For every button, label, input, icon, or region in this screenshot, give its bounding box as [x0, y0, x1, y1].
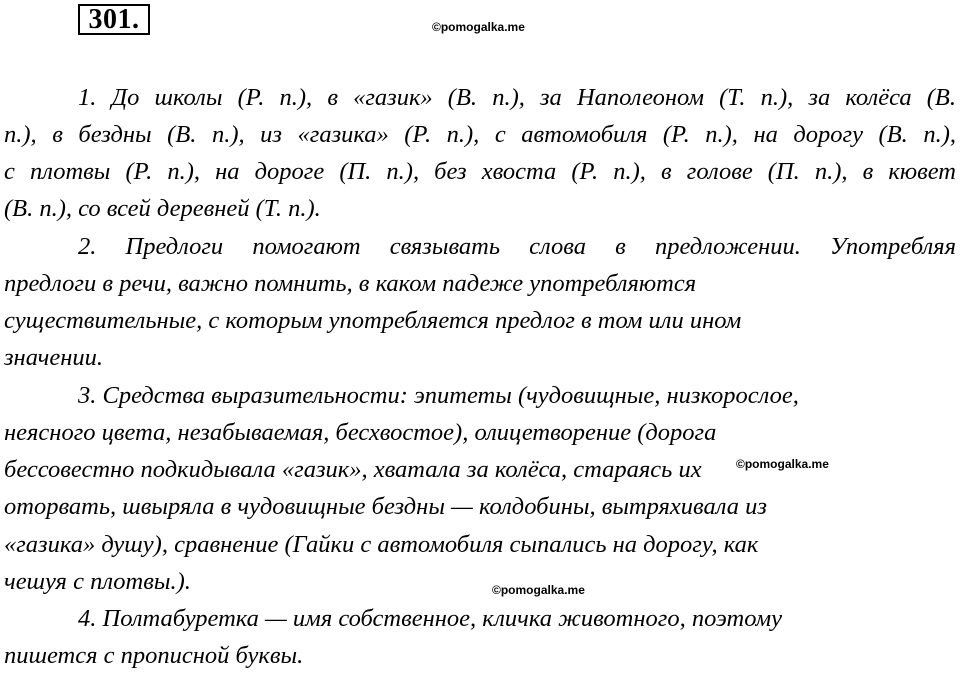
answer-2-line: 2. Предлоги помогают связывать слова в предложении. Употребляя	[78, 233, 956, 260]
answer-4-line: 4. Полтабуретка — имя собственное, кличка животного, поэтому	[78, 605, 783, 632]
answer-2-line: значении.	[4, 344, 103, 371]
answer-1-line: 1. До школы (Р. п.), в «газик» (В. п.), за Наполеоном (Т. п.), за колёса (В.	[78, 84, 956, 111]
watermark: ©pomogalka.me	[492, 583, 585, 597]
watermark: ©pomogalka.me	[432, 20, 525, 34]
answer-3-line: оторвать, швыряла в чудовищные бездны — колдобины, вытряхивала из	[4, 493, 767, 520]
answer-2-line: существительные, с которым употребляется предлог в том или ином	[4, 307, 742, 334]
answer-3-line: 3. Средства выразительности: эпитеты (чудовищные, низкорослое,	[78, 382, 799, 409]
answer-1-line: с плотвы (Р. п.), на дороге (П. п.), без хвоста (Р. п.), в голове (П. п.), в кювет	[4, 158, 956, 185]
answer-3-line: бессовестно подкидывала «газик», хватала за колёса, стараясь их	[4, 456, 702, 483]
answer-3-line: неясного цвета, незабываемая, бесхвостое), олицетворение (дорога	[4, 419, 717, 446]
watermark: ©pomogalka.me	[736, 457, 829, 471]
answer-3-line: чешуя с плотвы.).	[4, 568, 191, 595]
answer-3-line: «газика» душу), сравнение (Гайки с автомобиля сыпались на дорогу, как	[4, 531, 759, 558]
answer-1-line: п.), в бездны (В. п.), из «газика» (Р. п.), с автомобиля (Р. п.), на дорогу (В. п.),	[4, 121, 956, 148]
answer-1-line: (В. п.), со всей деревней (Т. п.).	[4, 195, 321, 222]
task-number: 301.	[78, 4, 150, 35]
answer-4-line: пишется с прописной буквы.	[4, 642, 304, 669]
answer-2-line: предлоги в речи, важно помнить, в каком падеже употребляются	[4, 270, 697, 297]
